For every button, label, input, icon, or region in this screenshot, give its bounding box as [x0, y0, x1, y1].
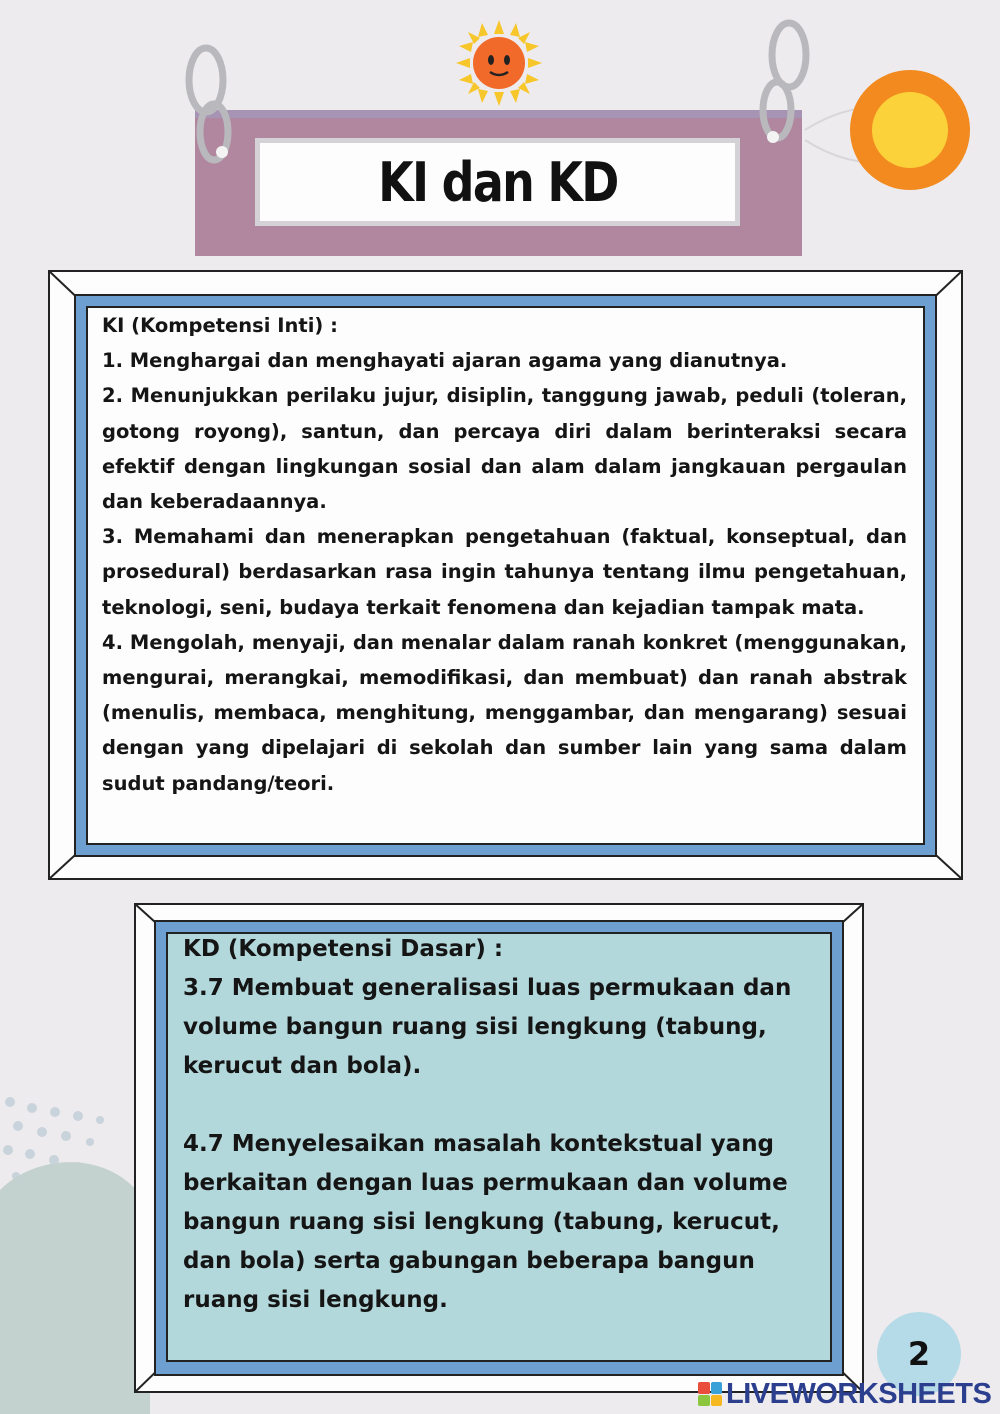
kd-item-4-7: 4.7 Menyelesaikan masalah kontekstual yang berkaitan dengan luas permukaan dan volume bangun ruang sisi lengkung (tabung, kerucut, dan bola) serta gabungan beberapa bangun ruang sisi lengkung.: [183, 1131, 788, 1313]
page-number: 2: [877, 1312, 961, 1396]
kd-heading: KD (Kompetensi Dasar) :: [183, 936, 504, 962]
sun-decoration: [800, 60, 1000, 200]
ki-content: [102, 308, 907, 801]
page-title: KI dan KD: [377, 150, 618, 214]
liveworksheets-logo-icon: [698, 1382, 722, 1406]
ki-item-1: 1. Menghargai dan menghayati ajaran agama yang dianutnya.: [102, 349, 788, 373]
ki-item-4: 4. Mengolah, menyaji, dan menalar dalam ranah konkret (menggunakan, mengurai, merangkai, memodifikasi, dan membuat) dan ranah abstrak (menulis, membaca, menghitung, menggambar, dan mengarang) sesuai dengan yang dipelajari di sekolah dan sumber lain yang sama dalam sudut pandang/teori.: [102, 630, 907, 795]
right-ring-icon: [755, 15, 815, 150]
ki-heading: KI (Kompetensi Inti) :: [102, 314, 338, 337]
ki-item-3: 3. Memahami dan menerapkan pengetahuan (faktual, konseptual, dan prosedural) berdasarkan rasa ingin tahunya tentang ilmu pengetahuan, teknologi, seni, budaya terkait fenomena dan kejadian tampak mata.: [102, 525, 907, 619]
watermark: [698, 1377, 991, 1411]
kd-content: [183, 930, 823, 1320]
smiling-sun-icon: [456, 20, 542, 106]
watermark-text: LIVEWORKSHEETS: [726, 1377, 992, 1410]
kd-item-3-7: 3.7 Membuat generalisasi luas permukaan dan volume bangun ruang sisi lengkung (tabung, kerucut dan bola).: [183, 975, 792, 1079]
ki-item-2: 2. Menunjukkan perilaku jujur, disiplin, tanggung jawab, peduli (toleran, gotong royong), santun, dan percaya diri dalam berinteraksi secara efektif dengan lingkungan sosial dan alam dalam jangkauan pergaulan dan keberadaannya.: [102, 384, 907, 514]
title-box: [255, 138, 740, 226]
decorative-blob: [0, 1150, 150, 1414]
left-ring-icon: [178, 40, 238, 165]
